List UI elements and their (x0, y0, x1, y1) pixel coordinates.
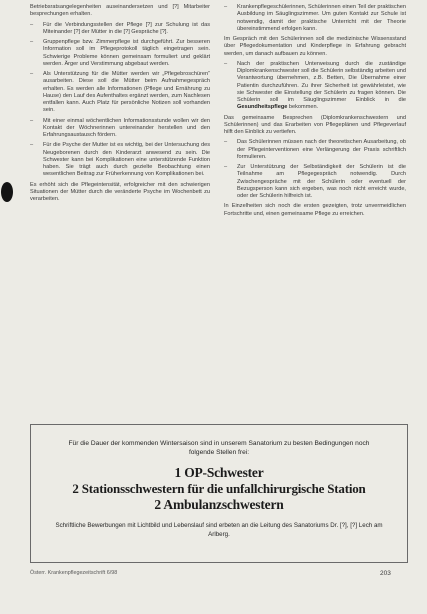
job-advertisement (30, 424, 408, 563)
ad-position-ward-nurses: 2 Stationsschwestern für die unfallchirurgische Station (72, 481, 366, 496)
highlight-term: Gesundheitspflege (237, 104, 288, 111)
list-item-tail: bekommen. (287, 104, 319, 111)
list-item: – Das Schülerinnen müssen nach der theoretischen Ausarbeitung, ob der Pflegeinterventionen eine Verlängerung der Praxis schriftlich formulieren. (224, 139, 406, 161)
list-item: – Gruppenpflege bzw. Zimmerpflege ist durchgeführt. Zur besseren Information soll im Pflegeprotokoll täglich eingetragen sein. Schwierige Probleme können gemeinsam formuliert und geklärt werden. Ärger und Verstimmung abgebaut werden. (30, 39, 210, 68)
list-item: – Für die Psyche der Mutter ist es wichtig, bei der Untersuchung des Neugeborenen durch den Kinderarzt anwesend zu sein. Die Schwester kann bei Komplikationen eine unterstützende Funktion haben. Sie trägt auch durch gezielte Beobachtung einen wesentlichen Beitrag zur Früherkennung von Komplikationen bei. (30, 142, 210, 178)
list-item-text: Nach der praktischen Unterweisung durch die zuständige Diplomkrankenschwester soll die Schülerin selbständig arbeiten und Verantwortung übernehmen, z.B. Betten, Die Übernahme einer Patientin durchzuführen. Zu ihrer Sicherheit ist gewährleistet, wie sie Schwester die Einstellung der Schülerin zu fragen können. Die Schülerin soll im Säuglingszimmer Einblick in die (237, 60, 406, 103)
page-number: 203 (380, 570, 391, 577)
left-outro-paragraph: Es erhöht sich die Pflegeintensität, erfolgreicher mit den schwierigen Situationen der Mütter durch die veränderte Psyche im Wochenbett zu verarbeiten. (30, 181, 210, 202)
right-mid-paragraph: Im Gespräch mit den Schülerinnen soll die medizinische Wissensstand über Pflegedokumentation und Kinderpflege in Erfahrung gebracht werden, um danach aufbauen zu können. (224, 36, 406, 57)
ad-intro: Für die Dauer der kommenden Wintersaison sind in unserem Sanatorium zu besten Bedingungen noch folgende Stellen frei: (68, 440, 370, 456)
punch-hole (1, 182, 13, 202)
list-item: – Zur Unterstützung der Selbständigkeit der Schülerin ist die Teilnahme am Pflegegespräch notwendig. Durch Zwischengespräche mit der Schülerin oder eventuell der Bezugsperson kann sich ergeben, was noch nicht erreicht wurde, oder der Schülerin hilfreich ist. (224, 164, 406, 200)
list-item (224, 61, 406, 112)
ad-position-ambulance-nurses: 2 Ambulanzschwestern (154, 497, 284, 512)
source-citation: Österr. Krankenpflegezeitschrift 6/98 (30, 570, 118, 576)
right-team-paragraph: Das gemeinsame Besprechen (Diplomkrankenschwestern und Schülerinnen) und das Erarbeiten von Pflegeplänen und Pflegeverlauf hilft den Einblick zu vertiefen. (224, 114, 406, 135)
right-end-paragraph: In Einzelheiten sich noch die ersten gezeigten, trotz unvermeidlichen Fortschritte und, einen gemeinsame Pflege zu erreichen. (224, 203, 406, 217)
ad-outro: Schriftliche Bewerbungen mit Lichtbild und Lebenslauf sind erbeten an die Leitung des Sanatoriums Dr. [?], [?] Lech am Arlberg. (55, 522, 383, 538)
left-column (30, 4, 210, 206)
list-item: – Als Unterstützung für die Mütter werden wir „Pflegebroschüren“ ausarbeiten. Diese soll die Mütter beim Aufnahmegespräch erhalten. Es werden alle Informationen (Pflege und Ernährung zu Hause) den Lauf des Aufenthaltes ergänzt werden, zum Nachlesen entfallen kann. Auch Platz für persönliche Notizen soll vorhanden sein. (30, 71, 210, 115)
ad-position-op-nurse: 1 OP-Schwester (174, 465, 264, 480)
list-item: – Krankenpflegeschülerinnen, Schülerinnen einen Teil der praktischen Ausbildung im Säuglingszimmer. Um guten Kontakt zur Schule ist notwendig, damit der praktische Unterricht mit der Theorie übereinstimmend erfolgen kann. (224, 4, 406, 33)
list-item: – Für die Verbindungsstellen der Pflege [?] zur Schulung ist das Miteinander [?] der Mütter in die [?] Gespräche [?]. (30, 22, 210, 37)
list-item: – Mit einer einmal wöchentlichen Informationsstunde wollen wir den Kontakt der Wöchnerinnen untereinander herstellen und den Erfahrungsaustausch fördern. (30, 118, 210, 140)
left-intro-paragraph: Betriebsratsangelegenheiten auseinandersetzen und [?] Mitarbeiter besprechungen erhalten. (30, 4, 210, 18)
right-column (224, 4, 406, 221)
